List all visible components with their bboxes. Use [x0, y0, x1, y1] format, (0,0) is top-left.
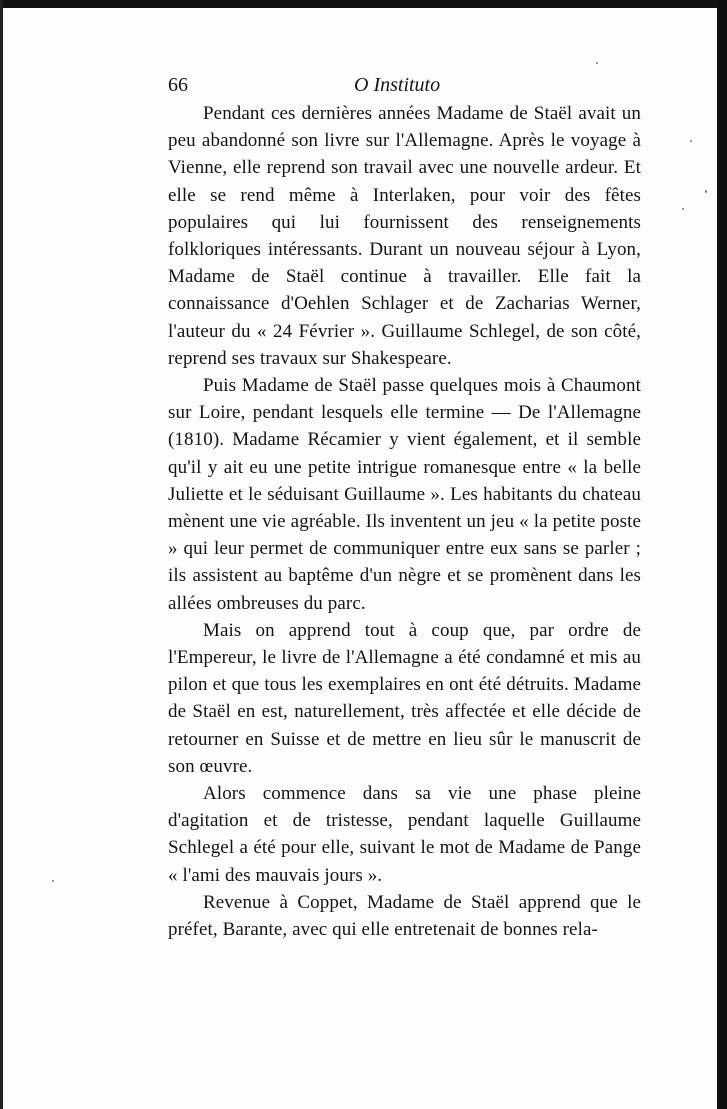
- running-title: O Instituto: [354, 74, 441, 96]
- page-number: 66: [168, 74, 188, 96]
- paragraph: Pendant ces dernières années Madame de Staël avait un peu abandonné son livre sur l'Allemagne. Après le voyage à Vienne, elle reprend son travail avec une nouvelle ardeur. Et elle se rend même à Interlaken, pour voir des fêtes populaires qui lui fournissent des renseignements folkloriques intéressants. Durant un nouveau séjour à Lyon, Madame de Staël continue à travailler. Elle fait la connaissance d'Oehlen Schlager et de Zacharias Werner, l'auteur du « 24 Février ». Guillaume Schlegel, de son côté, reprend ses travaux sur Shakespeare.: [168, 103, 641, 369]
- scan-speck: [690, 140, 692, 142]
- text-body: [168, 100, 641, 943]
- scan-edge-top: [0, 0, 727, 8]
- scan-edge-right: [717, 0, 727, 1109]
- scan-speck: [705, 190, 707, 193]
- scan-edge-left: [0, 0, 3, 1109]
- paragraph: Puis Madame de Staël passe quelques mois à Chaumont sur Loire, pendant lesquels elle termine — De l'Allemagne (1810). Madame Récamier y vient également, et il semble qu'il y ait eu une petite intrigue romanesque entre « la belle Juliette et le séduisant Guillaume ». Les habitants du chateau mènent une vie agréable. Ils inventent un jeu « la petite poste » qui leur permet de communiquer entre eux sans se parler ; ils assistent au baptême d'un nègre et se promènent dans les allées ombreuses du parc.: [168, 375, 641, 614]
- page-content: [168, 60, 641, 943]
- scan-speck: [682, 208, 684, 210]
- page-header: [168, 60, 641, 100]
- paragraph: Mais on apprend tout à coup que, par ordre de l'Empereur, le livre de l'Allemagne a été condamné et mis au pilon et que tous les exemplaires en ont été détruits. Madame de Staël en est, naturellement, très affectée et elle décide de retourner en Suisse et de mettre en lieu sûr le manuscrit de son œuvre.: [168, 619, 641, 777]
- paragraph: Alors commence dans sa vie une phase pleine d'agitation et de tristesse, pendant laquelle Guillaume Schlegel a été pour elle, suivant le mot de Madame de Pange « l'ami des mauvais jours ».: [168, 783, 641, 886]
- paragraph: Revenue à Coppet, Madame de Staël apprend que le préfet, Barante, avec qui elle entretenait de bonnes rela-: [168, 891, 641, 941]
- scan-speck: [52, 880, 54, 882]
